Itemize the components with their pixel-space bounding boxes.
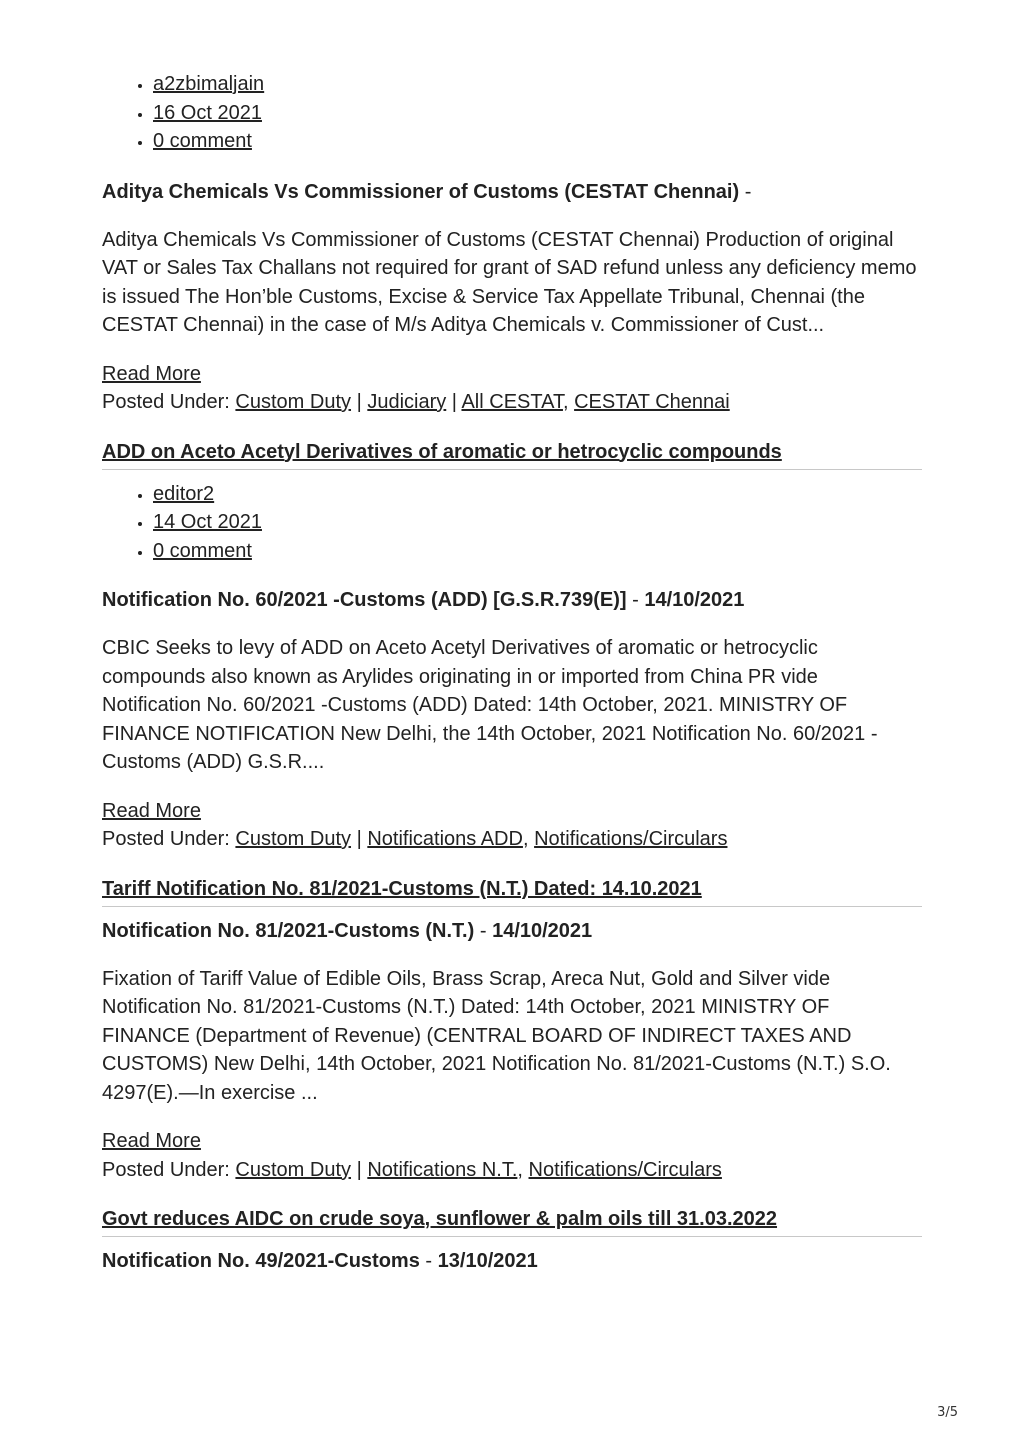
post-subheading	[102, 917, 922, 945]
posted-under-label: Posted Under:	[102, 828, 230, 850]
post-meta-list	[102, 480, 922, 566]
posted-under: Posted Under: Custom Duty | Notifications N.T., Notifications/Circulars	[102, 1158, 722, 1181]
post-meta-list	[102, 70, 922, 156]
subheading-text: Notification No. 49/2021-Customs	[102, 1250, 420, 1272]
category-link[interactable]: CESTAT Chennai	[574, 391, 730, 413]
subheading-date: 14/10/2021	[644, 589, 745, 611]
post-title	[102, 1205, 922, 1237]
category-link[interactable]: All CESTAT	[461, 391, 563, 413]
subheading-separator: -	[479, 919, 487, 942]
subheading-text: Notification No. 81/2021-Customs (N.T.)	[102, 919, 475, 942]
subheading-text: Aditya Chemicals Vs Commissioner of Customs (CESTAT Chennai)	[102, 180, 740, 203]
meta-author	[153, 70, 922, 99]
page-number: 3/5	[937, 1405, 958, 1420]
post-excerpt: Fixation of Tariff Value of Edible Oils, Brass Scrap, Areca Nut, Gold and Silver vide Notification No. 81/2021-Customs (N.T.) Dated: 14th October, 2021 MINISTRY OF FINANCE (Department of Revenue) (CENTRAL BOARD OF INDIRECT TAXES AND CUSTOMS) New Delhi, 14th October, 2021 Notification No. 81/2021-Customs (N.T.) S.O. 4297(E).—In exercise ...	[102, 967, 891, 1104]
category-link[interactable]: Notifications N.T.	[367, 1158, 518, 1181]
posted-under-label: Posted Under:	[102, 391, 230, 413]
subheading-separator: -	[425, 1250, 433, 1272]
comments-link[interactable]: 0 comment	[153, 539, 252, 562]
post-entry	[102, 875, 922, 1185]
category-link[interactable]: Custom Duty	[235, 828, 352, 850]
read-more-link[interactable]: Read More	[102, 362, 201, 385]
subheading-separator: -	[744, 180, 752, 203]
post-excerpt: CBIC Seeks to levy of ADD on Aceto Acetyl Derivatives of aromatic or hetrocyclic compounds also known as Arylides originating in or imported from China PR vide Notification No. 60/2021 -Customs (ADD) Dated: 14th October, 2021. MINISTRY OF FINANCE NOTIFICATION New Delhi, the 14th October, 2021 Notification No. 60/2021 - Customs (ADD) G.S.R....	[102, 637, 878, 773]
post-title	[102, 875, 922, 907]
category-link[interactable]: Custom Duty	[235, 391, 352, 413]
post-entry	[102, 1205, 922, 1275]
date-link[interactable]: 16 Oct 2021	[153, 101, 262, 124]
meta-author	[153, 480, 922, 509]
subheading-text: Notification No. 60/2021 -Customs (ADD) [G.S.R.739(E)]	[102, 589, 627, 611]
category-link[interactable]: Custom Duty	[235, 1158, 352, 1181]
post-title-link[interactable]: Tariff Notification No. 81/2021-Customs (N.T.) Dated: 14.10.2021	[102, 877, 702, 900]
subheading-separator: -	[632, 589, 639, 611]
post-excerpt: Aditya Chemicals Vs Commissioner of Customs (CESTAT Chennai) Production of original VAT or Sales Tax Challans not required for grant of SAD refund unless any deficiency memo is issued The Hon’ble Customs, Excise & Service Tax Appellate Tribunal, Chennai (the CESTAT Chennai) in the case of M/s Aditya Chemicals v. Commissioner of Cust...	[102, 228, 917, 336]
subheading-date: 13/10/2021	[437, 1250, 538, 1272]
post-title	[102, 438, 922, 470]
subheading-date: 14/10/2021	[492, 919, 593, 942]
post-subheading	[102, 1247, 922, 1275]
meta-comments	[153, 537, 922, 566]
post-entry	[102, 438, 922, 854]
post-entry	[102, 70, 922, 417]
category-link[interactable]: Judiciary	[367, 391, 447, 413]
category-link[interactable]: Notifications ADD	[367, 828, 523, 850]
posted-under: Posted Under: Custom Duty | Notifications ADD, Notifications/Circulars	[102, 828, 728, 850]
author-link[interactable]: a2zbimaljain	[153, 73, 265, 95]
post-subheading	[102, 586, 922, 614]
date-link[interactable]: 14 Oct 2021	[153, 511, 262, 533]
posted-under: Posted Under: Custom Duty | Judiciary | All CESTAT, CESTAT Chennai	[102, 391, 730, 413]
category-link[interactable]: Notifications/Circulars	[534, 828, 728, 850]
comments-link[interactable]: 0 comment	[153, 130, 252, 152]
meta-comments	[153, 127, 922, 156]
page-content	[102, 70, 922, 1275]
read-more-link[interactable]: Read More	[102, 1130, 201, 1152]
author-link[interactable]: editor2	[153, 482, 215, 505]
post-title-link[interactable]: ADD on Aceto Acetyl Derivatives of aromatic or hetrocyclic compounds	[102, 440, 782, 463]
read-more-link[interactable]: Read More	[102, 799, 201, 822]
category-link[interactable]: Notifications/Circulars	[528, 1158, 722, 1181]
posted-under-label: Posted Under:	[102, 1158, 230, 1181]
meta-date	[153, 508, 922, 537]
meta-date	[153, 99, 922, 128]
post-title-link[interactable]: Govt reduces AIDC on crude soya, sunflower & palm oils till 31.03.2022	[102, 1208, 778, 1230]
post-subheading	[102, 178, 922, 206]
